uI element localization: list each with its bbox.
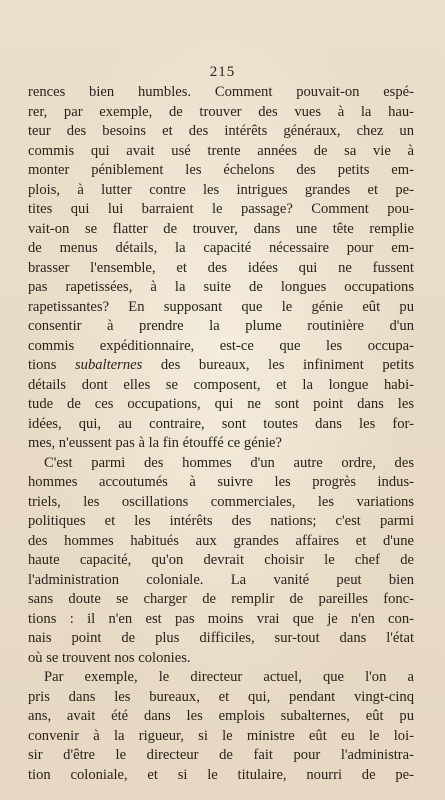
text-line: de menus détails, la capacité nécessaire pour em-: [28, 240, 414, 256]
text-line: des hommes habitués aux grandes affaires et d'une: [28, 532, 414, 549]
text-line: pas rapetissées, à la suite de longues occupations: [28, 279, 414, 295]
text-line: hommes accoutumés à suivre les progrès indus-: [28, 474, 414, 490]
text-line: mes, n'eussent pas à la fin étouffé ce génie?: [28, 435, 283, 451]
text-line: brasser l'ensemble, et des idées qui ne fussent: [28, 259, 414, 276]
italic-word: subalternes: [74, 357, 143, 373]
text-line: sir d'être le directeur de fait pour l'administra-: [28, 747, 414, 763]
text-line: commis qui avait usé trente années de sa vie à: [28, 142, 414, 159]
text-line: tions : il n'en est pas moins vrai que je n'en con-: [28, 610, 414, 627]
text-line: tites qui lui barraient le passage? Comment pou-: [28, 201, 414, 217]
text-line-segment: des bureaux, les infiniment petits: [142, 357, 414, 373]
text-line: l'administration coloniale. La vanité peut bien: [28, 571, 414, 588]
text-line-segment: tions: [28, 357, 75, 373]
text-line: tion coloniale, et si le titulaire, nourri de pe-: [28, 766, 414, 783]
text-line: politiques et les intérêts des nations; c'est parmi: [28, 513, 414, 529]
text-line: consentir à prendre la plume routinière d'un: [28, 318, 414, 334]
text-line: rer, par exemple, de trouver des vues à la hau-: [28, 103, 414, 120]
text-line: tude de ces occupations, qui ne sont point dans les: [28, 396, 414, 412]
page-number: 215: [209, 64, 236, 80]
text-line: idées, qui, au contraire, sont toutes dans les for-: [28, 415, 414, 432]
text-line: teur des besoins et des intérêts généraux, chez un: [28, 123, 414, 139]
text-line: rences bien humbles. Comment pouvait-on espé-: [28, 84, 414, 100]
text-line: détails dont elles se composent, et la longue habi-: [28, 376, 414, 393]
text-line: C'est parmi des hommes d'un autre ordre, des: [44, 454, 414, 471]
text-line: plois, à lutter contre les intrigues grandes et pe-: [28, 181, 414, 198]
text-line: Par exemple, le directeur actuel, que l'on a: [44, 669, 414, 685]
text-line: vait-on se flatter de trouver, dans une tête remplie: [28, 220, 414, 237]
text-line: rapetissantes? En supposant que le génie eût pu: [28, 298, 414, 315]
text-line: nais point de plus difficiles, sur-tout dans l'état: [28, 630, 414, 646]
text-line: convenir à la rigueur, si le ministre eût eu le loi-: [28, 727, 414, 744]
text-line: pris dans les bureaux, et qui, pendant vingt-cinq: [28, 688, 414, 705]
text-line: ans, avait été dans les emplois subalternes, eût pu: [28, 708, 414, 724]
text-line: [28, 356, 414, 376]
body-text: [28, 83, 414, 785]
text-line: où se trouvent nos colonies.: [28, 649, 191, 666]
text-line: sans doute se charger de remplir de pareilles fonc-: [28, 591, 414, 607]
text-line: triels, les oscillations commerciales, les variations: [28, 493, 414, 510]
text-line: commis expéditionnaire, est-ce que les occupa-: [28, 337, 414, 354]
text-line: haute capacité, qu'on devrait choisir le chef de: [28, 552, 414, 568]
text-line: monter péniblement les échelons des petits em-: [28, 162, 414, 178]
